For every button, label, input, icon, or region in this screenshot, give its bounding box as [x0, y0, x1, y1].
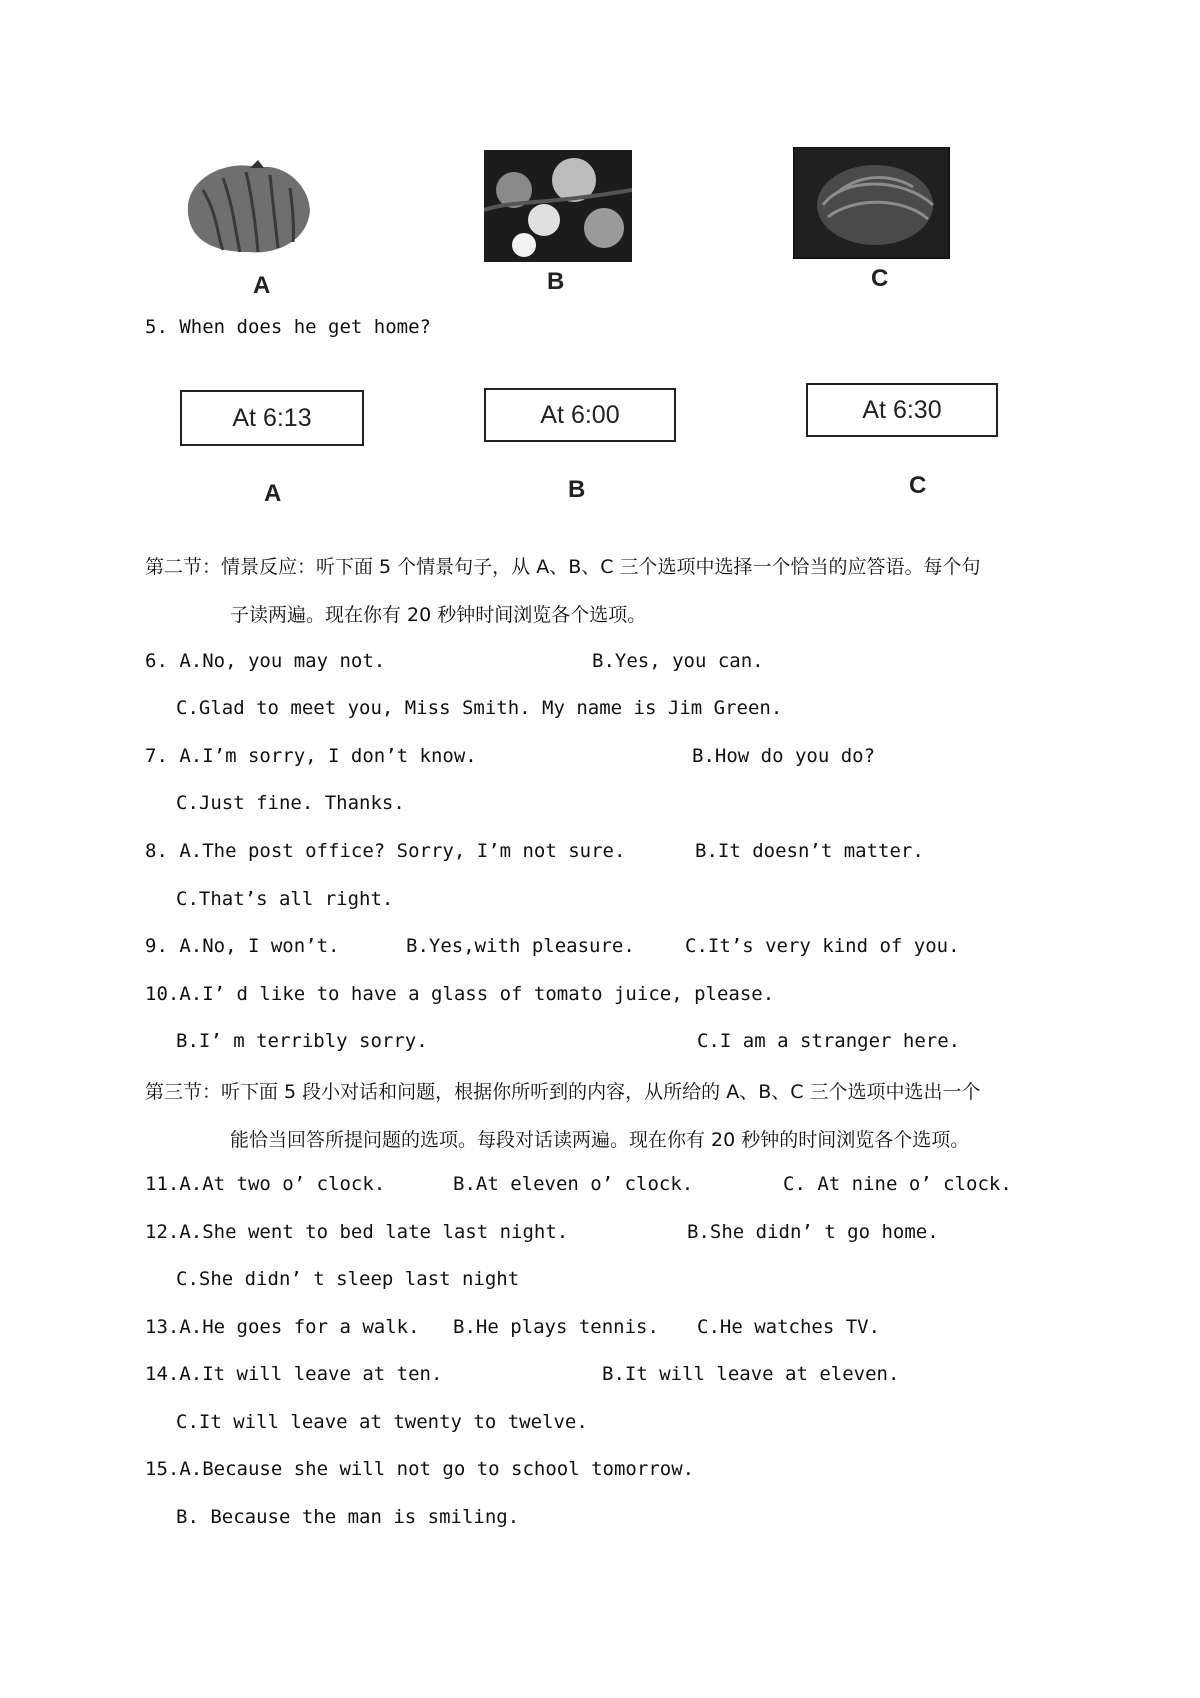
q12-option-b: B.She didn’ t go home. — [687, 1221, 939, 1243]
q6-option-b: B.Yes, you can. — [592, 650, 764, 672]
section-3-instructions-line-1: 第三节：听下面 5 段小对话和问题，根据你所听到的内容，从所给的 A、B、C 三个选项中选出一个 — [145, 1081, 981, 1103]
q9-option-a: 9. A.No, I won’t. — [145, 935, 340, 957]
section-2-instructions-line-1: 第二节：情景反应：听下面 5 个情景句子，从 A、B、C 三个选项中选择一个恰当的应答语。每个句 — [145, 556, 981, 578]
q14-option-c: C.It will leave at twenty to twelve. — [176, 1411, 588, 1433]
q14-option-b: B.It will leave at eleven. — [602, 1363, 900, 1385]
q11-option-a: 11.A.At two o’ clock. — [145, 1173, 386, 1195]
time-option-a-label: A — [264, 480, 282, 507]
q7-option-c: C.Just fine. Thanks. — [176, 792, 405, 814]
time-option-c: At 6:30 — [862, 395, 942, 424]
picture-a-label: A — [253, 272, 271, 299]
q13-option-c: C.He watches TV. — [697, 1316, 881, 1338]
time-option-a-box — [180, 390, 364, 446]
picture-c-label: C — [871, 265, 889, 292]
q14-option-a: 14.A.It will leave at ten. — [145, 1363, 443, 1385]
q7-option-b: B.How do you do? — [692, 745, 876, 767]
section-3-instructions-line-2: 能恰当回答所提问题的选项。每段对话读两遍。现在你有 20 秒钟的时间浏览各个选项。 — [230, 1129, 970, 1151]
q13-option-a: 13.A.He goes for a walk. — [145, 1316, 420, 1338]
time-option-b-label: B — [568, 476, 586, 503]
q15-option-a: 15.A.Because she will not go to school tomorrow. — [145, 1458, 695, 1480]
q8-option-b: B.It doesn’t matter. — [695, 840, 924, 862]
time-option-c-box — [806, 383, 998, 437]
time-option-a: At 6:13 — [232, 403, 312, 432]
q6-option-c: C.Glad to meet you, Miss Smith. My name is Jim Green. — [176, 697, 783, 719]
q10-option-c: C.I am a stranger here. — [697, 1030, 961, 1052]
q15-option-b: B. Because the man is smiling. — [176, 1506, 520, 1528]
q8-option-a: 8. A.The post office? Sorry, I’m not sure. — [145, 840, 626, 862]
time-option-b-box — [484, 388, 676, 442]
q9-option-b: B.Yes,with pleasure. — [406, 935, 635, 957]
q10-option-a: 10.A.I’ d like to have a glass of tomato juice, please. — [145, 983, 775, 1005]
q8-option-c: C.That’s all right. — [176, 888, 394, 910]
fruit-tree-photo — [484, 150, 632, 262]
q10-option-b: B.I’ m terribly sorry. — [176, 1030, 428, 1052]
question-5: 5. When does he get home? — [145, 316, 431, 338]
q6-option-a: 6. A.No, you may not. — [145, 650, 386, 672]
q11-option-c: C. At nine o’ clock. — [783, 1173, 1012, 1195]
q12-option-a: 12.A.She went to bed late last night. — [145, 1221, 569, 1243]
banana-bunch-picture — [178, 160, 318, 260]
q12-option-c: C.She didn’ t sleep last night — [176, 1268, 520, 1290]
picture-b-label: B — [547, 268, 565, 295]
q9-option-c: C.It’s very kind of you. — [685, 935, 960, 957]
section-2-instructions-line-2: 子读两遍。现在你有 20 秒钟时间浏览各个选项。 — [230, 604, 647, 626]
q11-option-b: B.At eleven o’ clock. — [453, 1173, 694, 1195]
q7-option-a: 7. A.I’m sorry, I don’t know. — [145, 745, 477, 767]
time-option-b: At 6:00 — [540, 400, 620, 429]
q13-option-b: B.He plays tennis. — [453, 1316, 659, 1338]
time-option-c-label: C — [909, 472, 927, 499]
watermelon-photo — [793, 147, 950, 259]
